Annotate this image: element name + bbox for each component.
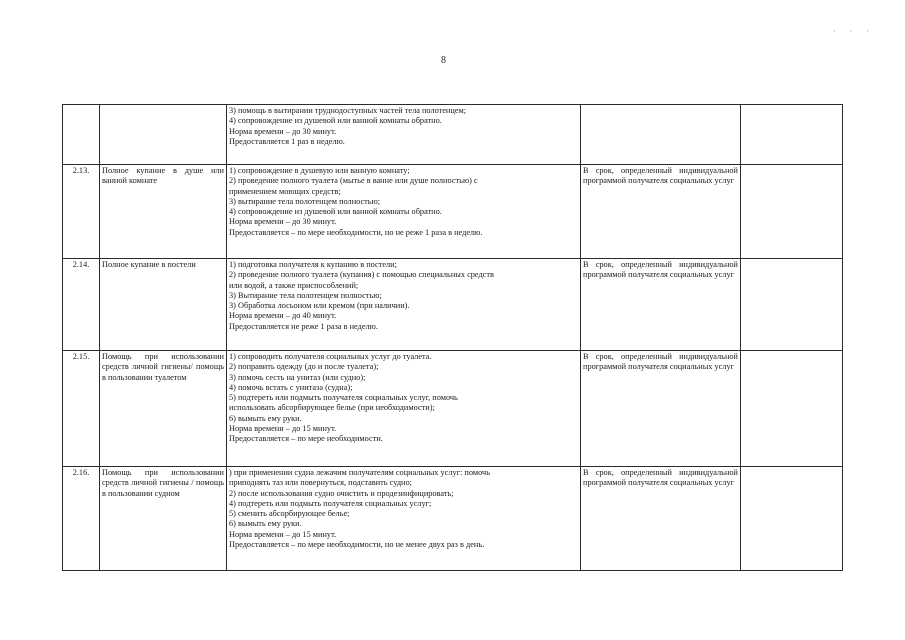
description-line: Норма времени – до 30 минут.: [229, 217, 337, 227]
description-line: Норма времени – до 15 минут.: [229, 424, 337, 434]
description-line: ) при применении судна лежачим получателям социальных услуг: помочь: [229, 468, 490, 477]
table-row: [63, 165, 843, 259]
description-line: 2) проведение полного туалета (мытье в ванне или душе полностью) с: [229, 176, 478, 186]
service-name: Помощь при использовании средств личной гигиены / помощь в пользовании судном: [100, 467, 227, 571]
description-line: 5) сменить абсорбирующее белье;: [229, 509, 350, 519]
description-line: применением моющих средств;: [229, 186, 341, 196]
empty-cell: [741, 467, 843, 571]
service-number: 2.16.: [63, 467, 100, 571]
table-row: [63, 105, 843, 165]
service-description: [227, 351, 581, 467]
description-line: Норма времени – до 15 минут.: [229, 529, 337, 539]
service-number: 2.14.: [63, 259, 100, 351]
service-description: [227, 105, 581, 165]
service-term: В срок, определенный индивидуальной программой получателя социальных услуг: [581, 467, 741, 571]
description-line: 5) подтереть или подмыть получателя социальных услуг, помочь: [229, 393, 458, 403]
empty-cell: [741, 165, 843, 259]
service-name: Помощь при использовании средств личной гигиены/ помощь в пользовании туалетом: [100, 351, 227, 467]
description-line: приподнять таз или повернуться, подставить судно;: [229, 478, 412, 488]
description-line: или водой, а также приспособлений;: [229, 280, 359, 290]
service-name: Полное купание в душе или ванной комнате: [100, 165, 227, 259]
empty-cell: [741, 105, 843, 165]
table-row: [63, 259, 843, 351]
description-line: 1) подготовка получателя к купанию в постели;: [229, 260, 397, 269]
description-line: 4) сопровождение из душевой или ванной комнаты обратно.: [229, 207, 442, 217]
description-line: Предоставляется – по мере необходимости, но не менее двух раз в день.: [229, 540, 485, 550]
description-line: 4) подтереть или подмыть получателя социальных услуг;: [229, 498, 432, 508]
description-line: Предоставляется – по мере необходимости.: [229, 434, 383, 444]
description-line: Предоставляется 1 раз в неделю.: [229, 136, 345, 146]
description-line: Норма времени – до 30 минут.: [229, 126, 337, 136]
service-name: Полное купание в постели: [100, 259, 227, 351]
description-line: 2) проведение полного туалета (купания) с помощью специальных средств: [229, 270, 494, 280]
description-line: Предоставляется – по мере необходимости, но не реже 1 раза в неделю.: [229, 227, 483, 237]
service-description: [227, 259, 581, 351]
table-row: [63, 351, 843, 467]
service-term: [581, 105, 741, 165]
description-line: 4) сопровождение из душевой или ванной комнаты обратно.: [229, 116, 442, 126]
scan-specks: · · ·: [833, 27, 875, 36]
table-row: [63, 467, 843, 571]
page-number: 8: [441, 55, 446, 66]
description-line: 1) сопроводить получателя социальных услуг до туалета.: [229, 352, 432, 361]
description-line: 1) сопровождение в душевую или ванную комнату;: [229, 166, 410, 175]
description-line: 2) после использования судно очистить и продезинфицировать;: [229, 488, 454, 498]
service-description: [227, 467, 581, 571]
services-table-body: [63, 105, 843, 571]
service-name: [100, 105, 227, 165]
service-term: В срок, определенный индивидуальной программой получателя социальных услуг: [581, 351, 741, 467]
description-line: 4) помочь встать с унитаза (судна);: [229, 382, 353, 392]
description-line: 3) вытирание тела полотенцем полностью;: [229, 196, 381, 206]
description-line: использовать абсорбирующее белье (при необходимости);: [229, 403, 435, 413]
description-line: 3) помочь сесть на унитаз (или судно);: [229, 372, 366, 382]
service-term: В срок, определенный индивидуальной программой получателя социальных услуг: [581, 259, 741, 351]
service-description: [227, 165, 581, 259]
description-line: Предоставляется не реже 1 раза в неделю.: [229, 321, 378, 331]
description-line: 3) помощь в вытирании труднодоступных частей тела полотенцем;: [229, 106, 467, 115]
description-line: 3) Обработка лосьоном или кремом (при наличии).: [229, 301, 410, 311]
service-term: В срок, определенный индивидуальной программой получателя социальных услуг: [581, 165, 741, 259]
description-line: 2) поправить одежду (до и после туалета);: [229, 362, 379, 372]
empty-cell: [741, 259, 843, 351]
description-line: 3) Вытирание тела полотенцем полностью;: [229, 290, 382, 300]
service-number: 2.15.: [63, 351, 100, 467]
empty-cell: [741, 351, 843, 467]
description-line: 6) вымыть ему руки.: [229, 413, 302, 423]
description-line: 6) вымыть ему руки.: [229, 519, 302, 529]
service-number: [63, 105, 100, 165]
description-line: Норма времени – до 40 минут.: [229, 311, 337, 321]
service-number: 2.13.: [63, 165, 100, 259]
services-table: [62, 104, 843, 571]
